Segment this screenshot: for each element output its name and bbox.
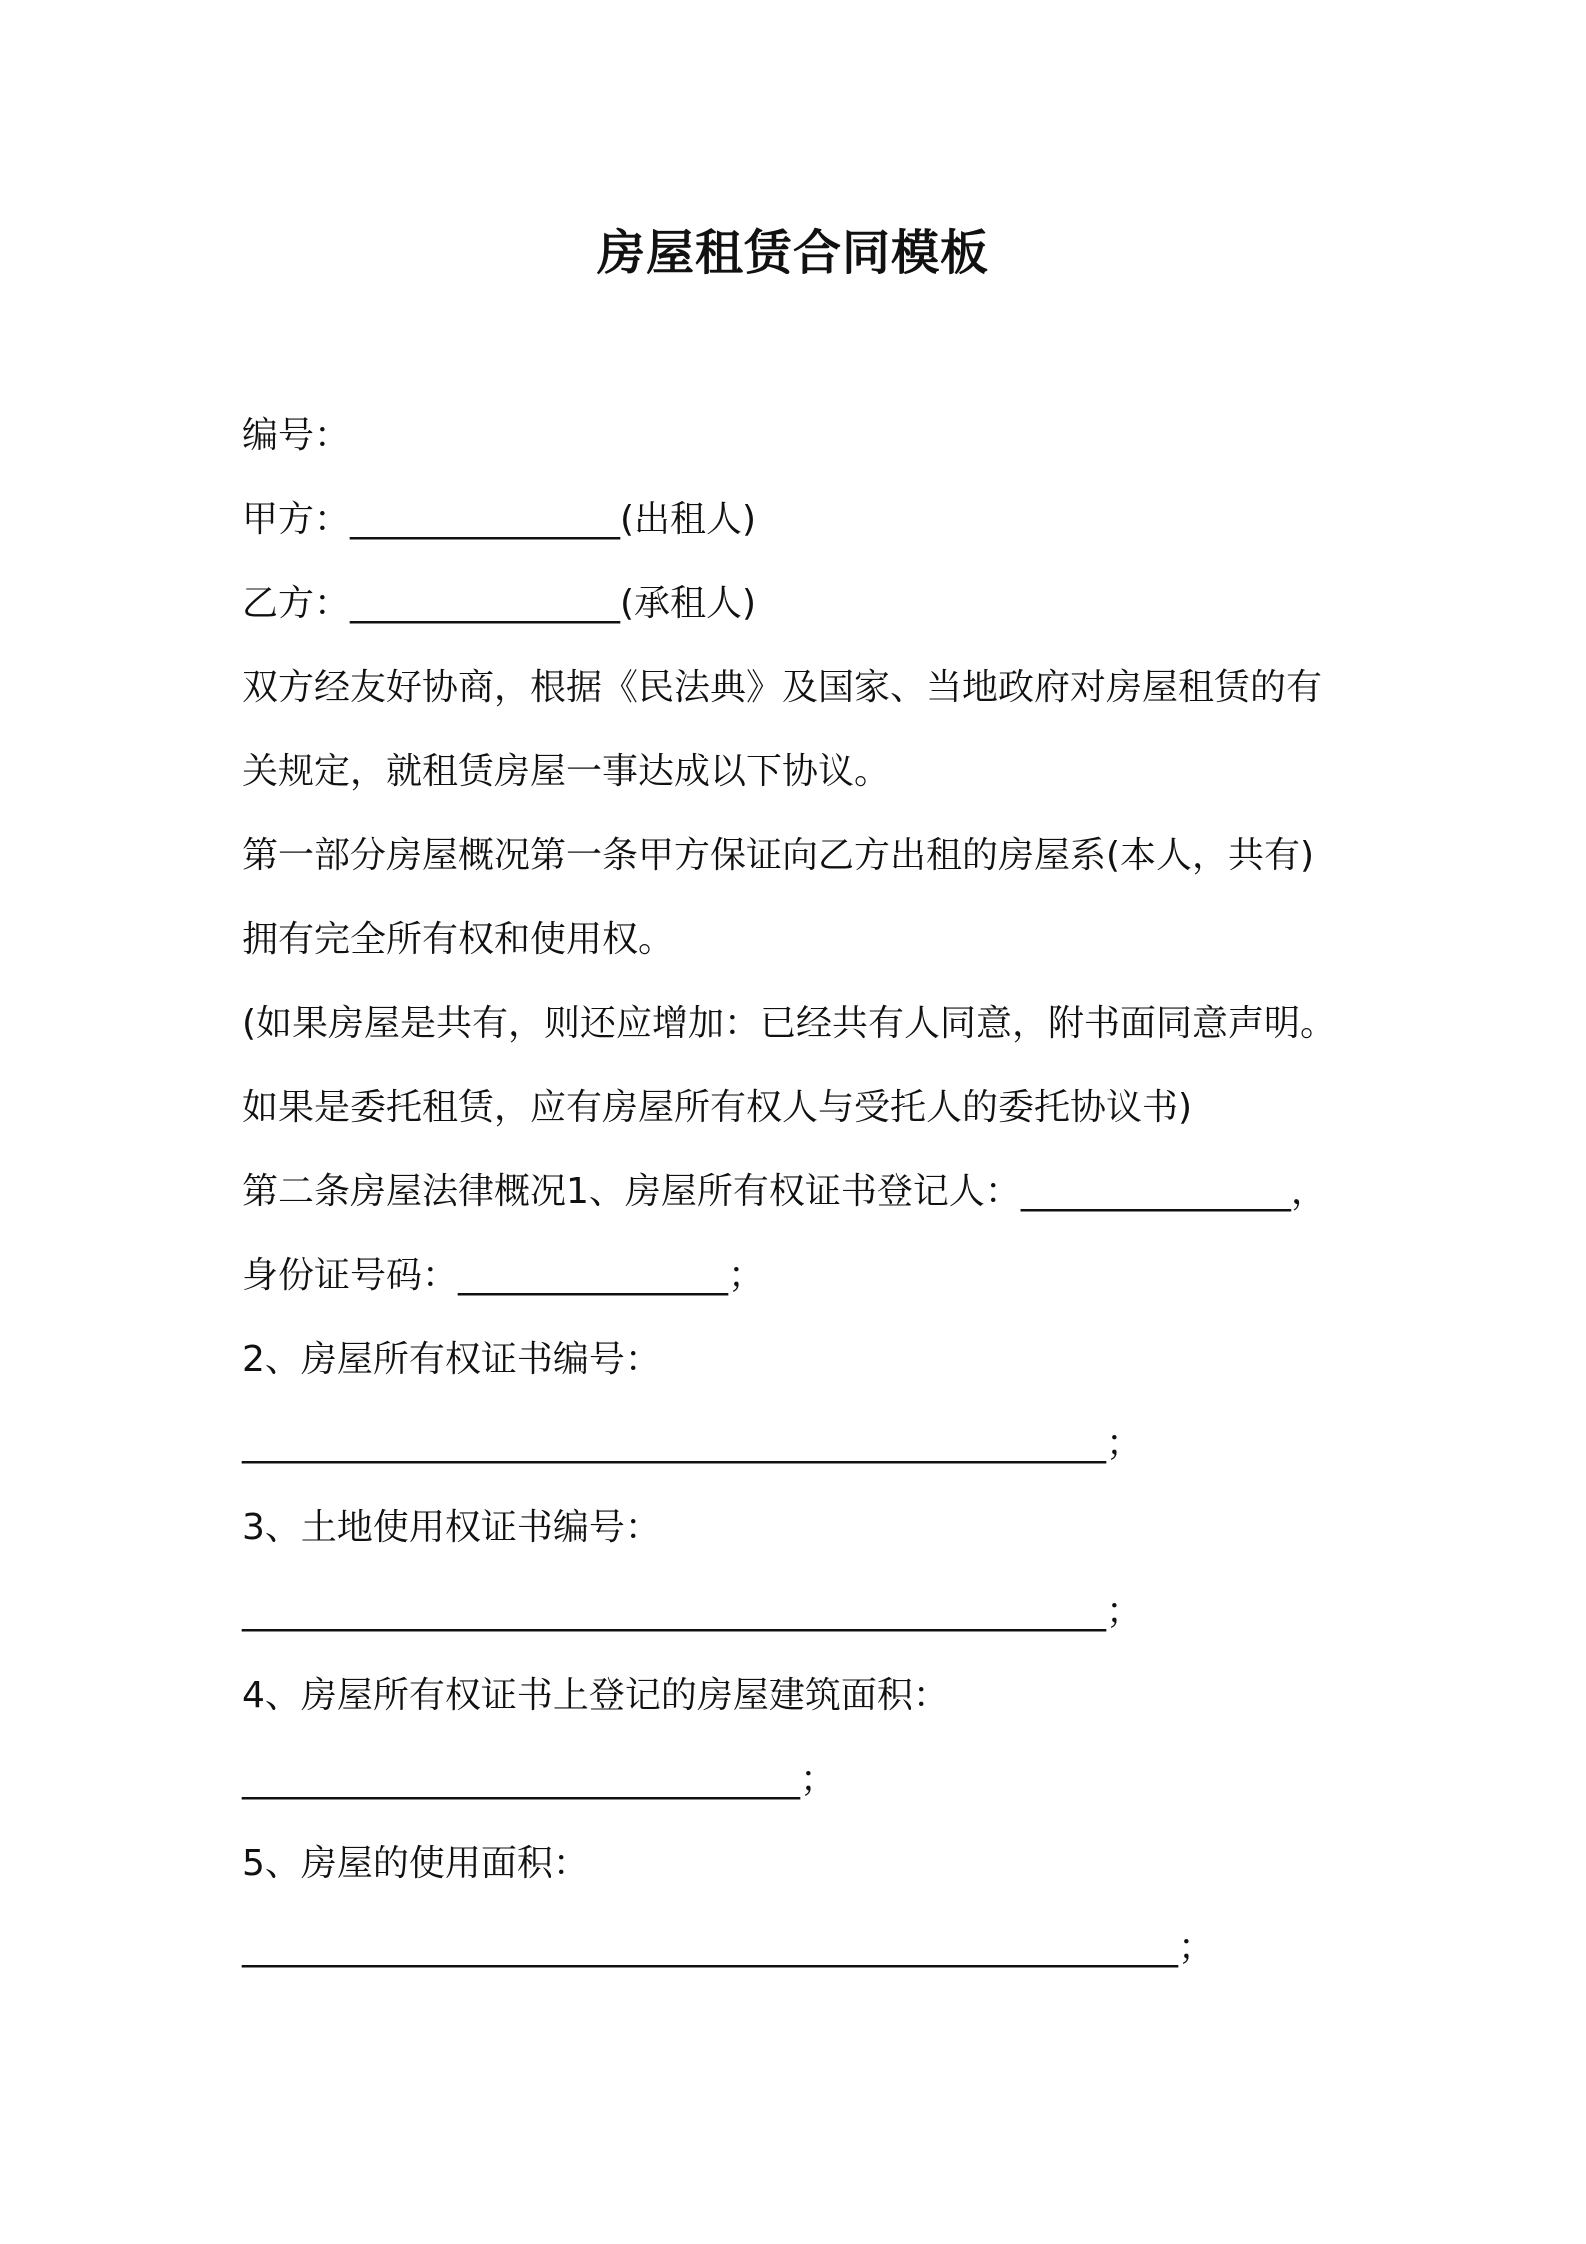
item-5-blank: ____________________________________________________； [242,1927,1214,1968]
item-4-blank: _______________________________； [242,1759,836,1800]
id-number-line: 身份证号码：_______________； [242,1255,765,1296]
article-1-line-2: 拥有完全所有权和使用权。 [242,919,675,960]
document-title: 房屋租赁合同模板 [596,225,989,281]
item-5-label: 5、房屋的使用面积： [242,1843,589,1884]
article-1-line-1: 第一部分房屋概况第一条甲方保证向乙方出租的房屋系(本人，共有) [242,835,1315,876]
item-4-label: 4、房屋所有权证书上登记的房屋建筑面积： [242,1675,949,1716]
item-3-label: 3、土地使用权证书编号： [242,1507,661,1548]
article-2-line-1: 第二条房屋法律概况1、房屋所有权证书登记人：_______________， [242,1171,1327,1212]
preamble-line-1: 双方经友好协商，根据《民法典》及国家、当地政府对房屋租赁的有 [242,667,1323,708]
item-2-label: 2、房屋所有权证书编号： [242,1339,661,1380]
note-line-2: 如果是委托租赁，应有房屋所有权人与受托人的委托协议书) [242,1087,1193,1128]
note-line-1: (如果房屋是共有，则还应增加：已经共有人同意，附书面同意声明。 [242,1003,1337,1044]
party-a-line: 甲方：_______________(出租人) [242,499,757,540]
item-2-blank: ________________________________________________； [242,1423,1142,1464]
item-3-blank: ________________________________________________； [242,1591,1142,1632]
party-b-line: 乙方：_______________(承租人) [242,583,757,624]
contract-number-line: 编号： [242,415,351,456]
preamble-line-2: 关规定，就租赁房屋一事达成以下协议。 [242,751,891,792]
